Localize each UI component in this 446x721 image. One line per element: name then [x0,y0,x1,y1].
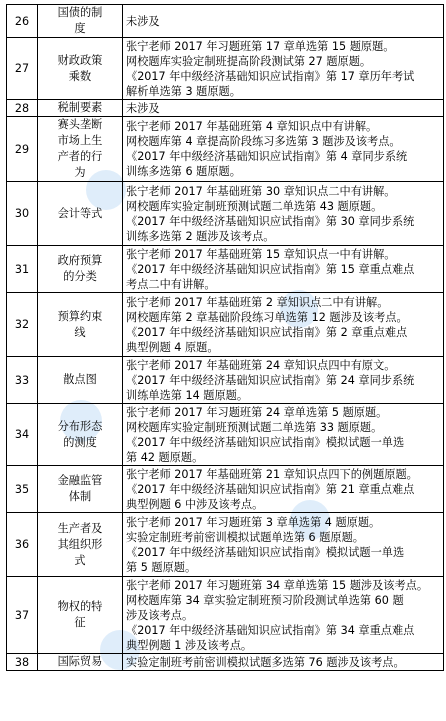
row-number: 38 [7,654,38,671]
detail-line: 《2017 年中级经济基础知识应试指南》第 24 章同步系统 [126,373,415,387]
detail-line: 网校题库实验定制班提高阶段测试第 27 题原题。 [126,54,372,68]
table-row [7,513,444,577]
row-number: 36 [7,513,38,577]
table-row [7,100,444,117]
detail-cell [123,404,444,466]
detail-line: 涉及该考点。 [126,608,194,622]
topic-line: 乘数 [68,69,92,83]
detail-cell [123,357,444,404]
table-row [7,577,444,654]
detail-cell [123,654,444,671]
detail-line: 典型例题 6 中涉及该考点。 [126,497,264,511]
detail-line: 张宁老师 2017 年习题班第 34 章单选第 15 题涉及该考点。 [126,578,429,592]
row-number: 32 [7,293,38,357]
topic-line: 政府预算 [57,254,103,267]
detail-cell [123,246,444,293]
topic-line: 会计等式 [57,206,103,220]
topic-cell [38,293,123,357]
detail-line: 网校题库第 2 章基础阶段练习单选第 12 题涉及该考点。 [126,310,408,324]
topic-line: 预算约束 [57,309,103,323]
topic-cell [38,654,123,671]
topic-line: 散点图 [63,373,97,386]
detail-line: 《2017 年中级经济基础知识应试指南》第 21 章重点难点 [126,482,415,496]
detail-cell [123,100,444,117]
topic-line: 的测度 [63,435,97,449]
topic-cell [38,117,123,182]
detail-line: 实验定制班考前密训模拟试题单选第 6 题原题。 [126,530,364,544]
topic-cell [38,577,123,654]
table-row [7,357,444,404]
detail-cell [123,38,444,100]
topic-line: 生产者及 [57,521,103,535]
topic-line: 国债的制 [57,6,103,19]
topic-line: 赛头垄断 [57,118,103,131]
topic-cell [38,404,123,466]
detail-line: 网校题库实验定制班预测试题二单选第 43 题原题。 [126,199,383,213]
detail-cell [123,577,444,654]
topic-cell [38,513,123,577]
detail-line: 训练单选第 14 题原题。 [126,388,249,402]
row-number: 28 [7,100,38,117]
topic-line: 税制要素 [57,101,103,114]
detail-cell [123,466,444,513]
row-number: 33 [7,357,38,404]
detail-line: 张宁老师 2017 年基础班第 15 章知识点一中有讲解。 [126,247,396,261]
topic-line: 为 [74,166,86,179]
topic-line: 国际贸易 [57,655,103,668]
topic-cell [38,246,123,293]
topic-cell [38,182,123,246]
table-row [7,117,444,182]
exam-coverage-table [6,4,444,671]
detail-cell [123,513,444,577]
detail-line: 《2017 年中级经济基础知识应试指南》第 2 章重点难点 [126,325,408,339]
table-row [7,5,444,38]
topic-line: 分布形态 [57,419,103,433]
table-row [7,654,444,671]
row-number: 34 [7,404,38,466]
detail-line: 张宁老师 2017 年习题班第 24 章单选第 5 题原题。 [126,405,388,419]
table-row [7,293,444,357]
detail-line: 第 42 题原题。 [126,450,204,464]
table-row [7,466,444,513]
detail-cell [123,117,444,182]
detail-cell [123,293,444,357]
topic-line: 的分类 [63,270,97,283]
detail-line: 《2017 年中级经济基础知识应试指南》第 17 章历年考试 [126,69,415,83]
detail-line: 网校题库第 34 章实验定制班预习阶段测试单选第 60 题 [126,593,404,607]
row-number: 29 [7,117,38,182]
detail-line: 网校题库实验定制班预测试题二单选第 33 题原题。 [126,420,383,434]
table-row [7,38,444,100]
topic-line: 市场上生 [57,134,103,147]
topic-line: 体制 [68,490,92,503]
row-number: 35 [7,466,38,513]
detail-line: 张宁老师 2017 年基础班第 21 章知识点四下的例题原题。 [126,467,418,481]
topic-line: 财政政策 [57,53,103,67]
detail-line: 《2017 年中级经济基础知识应试指南》第 34 章重点难点 [126,623,415,637]
table-row [7,404,444,466]
detail-line: 张宁老师 2017 年习题班第 17 章单选第 15 题原题。 [126,39,395,53]
topic-cell [38,100,123,117]
topic-cell [38,466,123,513]
topic-cell [38,38,123,100]
detail-line: 张宁老师 2017 年基础班第 4 章知识点中有讲解。 [126,120,378,133]
table-row [7,246,444,293]
detail-line: 张宁老师 2017 年基础班第 30 章知识点二中有讲解。 [126,184,396,198]
detail-line: 训练多选第 2 题涉及该考点。 [126,229,275,243]
topic-line: 征 [74,616,86,629]
row-number: 26 [7,5,38,38]
topic-line: 金融监管 [57,474,103,487]
detail-cell [123,182,444,246]
detail-line: 《2017 年中级经济基础知识应试指南》第 15 章重点难点 [126,262,415,276]
detail-line: 未涉及 [126,14,160,28]
row-number: 30 [7,182,38,246]
detail-line: 典型例题 1 涉及该考点。 [126,638,253,652]
detail-line: 《2017 年中级经济基础知识应试指南》第 4 章同步系统 [126,150,408,163]
detail-line: 网校题库第 4 章提高阶段练习多选第 3 题涉及该考点。 [126,135,401,148]
detail-cell [123,5,444,38]
topic-line: 物权的特 [57,600,103,613]
topic-cell [38,5,123,38]
row-number: 27 [7,38,38,100]
detail-line: 《2017 年中级经济基础知识应试指南》第 30 章同步系统 [126,214,415,228]
detail-line: 第 5 题原题。 [126,560,197,574]
detail-line: 张宁老师 2017 年基础班第 2 章知识点二中有讲解。 [126,295,389,309]
topic-cell [38,357,123,404]
detail-line: 训练多选第 6 题原题。 [126,165,241,178]
topic-line: 式 [74,553,86,567]
row-number: 37 [7,577,38,654]
detail-line: 张宁老师 2017 年基础班第 24 章知识点四中有原文。 [126,358,396,372]
detail-line: 《2017 年中级经济基础知识应试指南》模拟试题一单选 [126,435,405,449]
topic-line: 产者的行 [57,150,103,163]
detail-line: 《2017 年中级经济基础知识应试指南》模拟试题一单选 [126,545,405,559]
detail-line: 未涉及 [126,101,160,115]
topic-line: 其组织形 [57,537,103,551]
detail-line: 典型例题 4 原题。 [126,340,219,354]
row-number: 31 [7,246,38,293]
detail-line: 张宁老师 2017 年习题班第 3 章单选第 4 题原题。 [126,515,381,529]
detail-line: 考点二中有讲解。 [126,277,216,291]
topic-line: 度 [74,22,86,35]
detail-line: 实验定制班考前密训模拟试题多选第 76 题涉及该考点。 [126,655,405,669]
topic-line: 线 [74,325,86,339]
table-row [7,182,444,246]
detail-line: 解析单选第 3 题原题。 [126,84,241,98]
